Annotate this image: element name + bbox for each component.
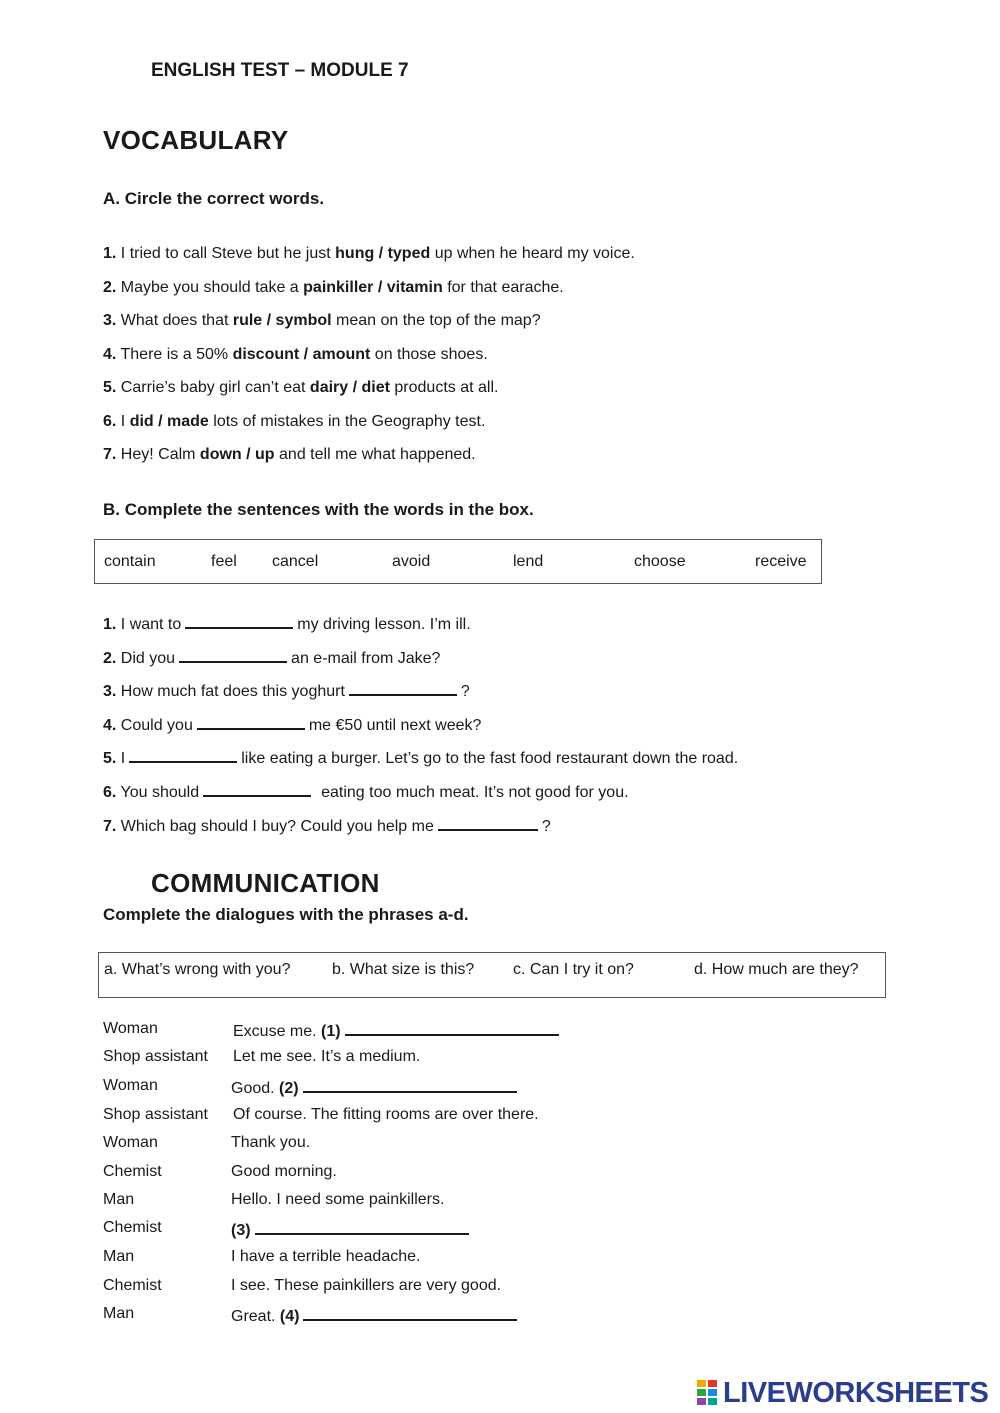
list-item: 3. What does that rule / symbol mean on the top of the map? <box>103 312 541 329</box>
communication-heading: COMMUNICATION <box>151 868 380 898</box>
word-box-item: choose <box>634 552 686 570</box>
list-item: 3. How much fat does this yoghurt ? <box>103 680 470 701</box>
list-item: 4. Could you me €50 until next week? <box>103 714 481 735</box>
logo-icon <box>697 1380 719 1406</box>
answer-blank[interactable] <box>255 1219 469 1235</box>
phrase-item: b. What size is this? <box>332 961 475 978</box>
list-item: 2. Did you an e-mail from Jake? <box>103 647 440 668</box>
answer-blank[interactable] <box>303 1305 517 1321</box>
word-box-item: cancel <box>272 552 319 570</box>
speaker: Woman <box>103 1077 158 1094</box>
speaker: Man <box>103 1191 135 1208</box>
answer-blank[interactable] <box>197 714 305 730</box>
word-box-item: receive <box>755 552 807 570</box>
speaker: Woman <box>103 1134 158 1151</box>
list-item: 1. I want to my driving lesson. I’m ill. <box>103 613 471 634</box>
speaker: Chemist <box>103 1163 162 1180</box>
word-box-item: contain <box>104 552 156 570</box>
phrase-item: d. How much are they? <box>694 961 859 978</box>
list-item: 6. I did / made lots of mistakes in the Geography test. <box>103 413 486 430</box>
vocabulary-heading: VOCABULARY <box>103 125 289 155</box>
answer-blank[interactable] <box>203 781 311 797</box>
list-item: 4. There is a 50% discount / amount on those shoes. <box>103 346 488 363</box>
phrase-item: a. What’s wrong with you? <box>104 961 291 978</box>
speaker: Shop assistant <box>103 1106 208 1123</box>
list-item: 1. I tried to call Steve but he just hung / typed up when he heard my voice. <box>103 245 635 262</box>
test-title: ENGLISH TEST – MODULE 7 <box>151 60 409 81</box>
word-choice[interactable]: hung / typed <box>335 245 431 262</box>
answer-blank[interactable] <box>303 1077 517 1093</box>
list-item: 6. You should eating too much meat. It’s not good for you. <box>103 781 629 802</box>
section-b-instruction: B. Complete the sentences with the words in the box. <box>103 500 534 519</box>
word-box-item: avoid <box>392 552 431 570</box>
answer-blank[interactable] <box>185 613 293 629</box>
word-choice[interactable]: down / up <box>199 446 275 463</box>
word-choice[interactable]: did / made <box>129 413 209 430</box>
phrase-box <box>98 952 886 998</box>
word-box-item: feel <box>211 552 237 570</box>
liveworksheets-logo[interactable] <box>697 1377 988 1409</box>
logo-text: LIVEWORKSHEETS <box>723 1376 989 1409</box>
speaker: Chemist <box>103 1277 162 1294</box>
answer-blank[interactable] <box>179 647 287 663</box>
list-item: 2. Maybe you should take a painkiller / vitamin for that earache. <box>103 279 564 296</box>
speaker: Man <box>103 1248 135 1265</box>
answer-blank[interactable] <box>129 747 237 763</box>
list-item: 7. Which bag should I buy? Could you help me ? <box>103 815 551 836</box>
word-choice[interactable]: dairy / diet <box>309 379 390 396</box>
list-item: 5. Carrie’s baby girl can’t eat dairy / diet products at all. <box>103 379 499 396</box>
speaker: Woman <box>103 1020 158 1037</box>
word-box <box>94 539 822 584</box>
list-item: 5. I like eating a burger. Let’s go to the fast food restaurant down the road. <box>103 747 738 768</box>
speaker: Shop assistant <box>103 1048 208 1065</box>
word-choice[interactable]: discount / amount <box>232 346 371 363</box>
answer-blank[interactable] <box>345 1020 559 1036</box>
answer-blank[interactable] <box>349 680 457 696</box>
word-box-item: lend <box>513 552 544 570</box>
communication-instruction: Complete the dialogues with the phrases a-d. <box>103 905 469 924</box>
phrase-item: c. Can I try it on? <box>513 961 634 978</box>
speaker: Man <box>103 1305 135 1322</box>
section-a-instruction: A. Circle the correct words. <box>103 189 325 208</box>
answer-blank[interactable] <box>438 815 538 831</box>
word-choice[interactable]: painkiller / vitamin <box>303 279 443 296</box>
word-choice[interactable]: rule / symbol <box>232 312 332 329</box>
speaker: Chemist <box>103 1219 162 1236</box>
list-item: 7. Hey! Calm down / up and tell me what happened. <box>103 446 476 463</box>
